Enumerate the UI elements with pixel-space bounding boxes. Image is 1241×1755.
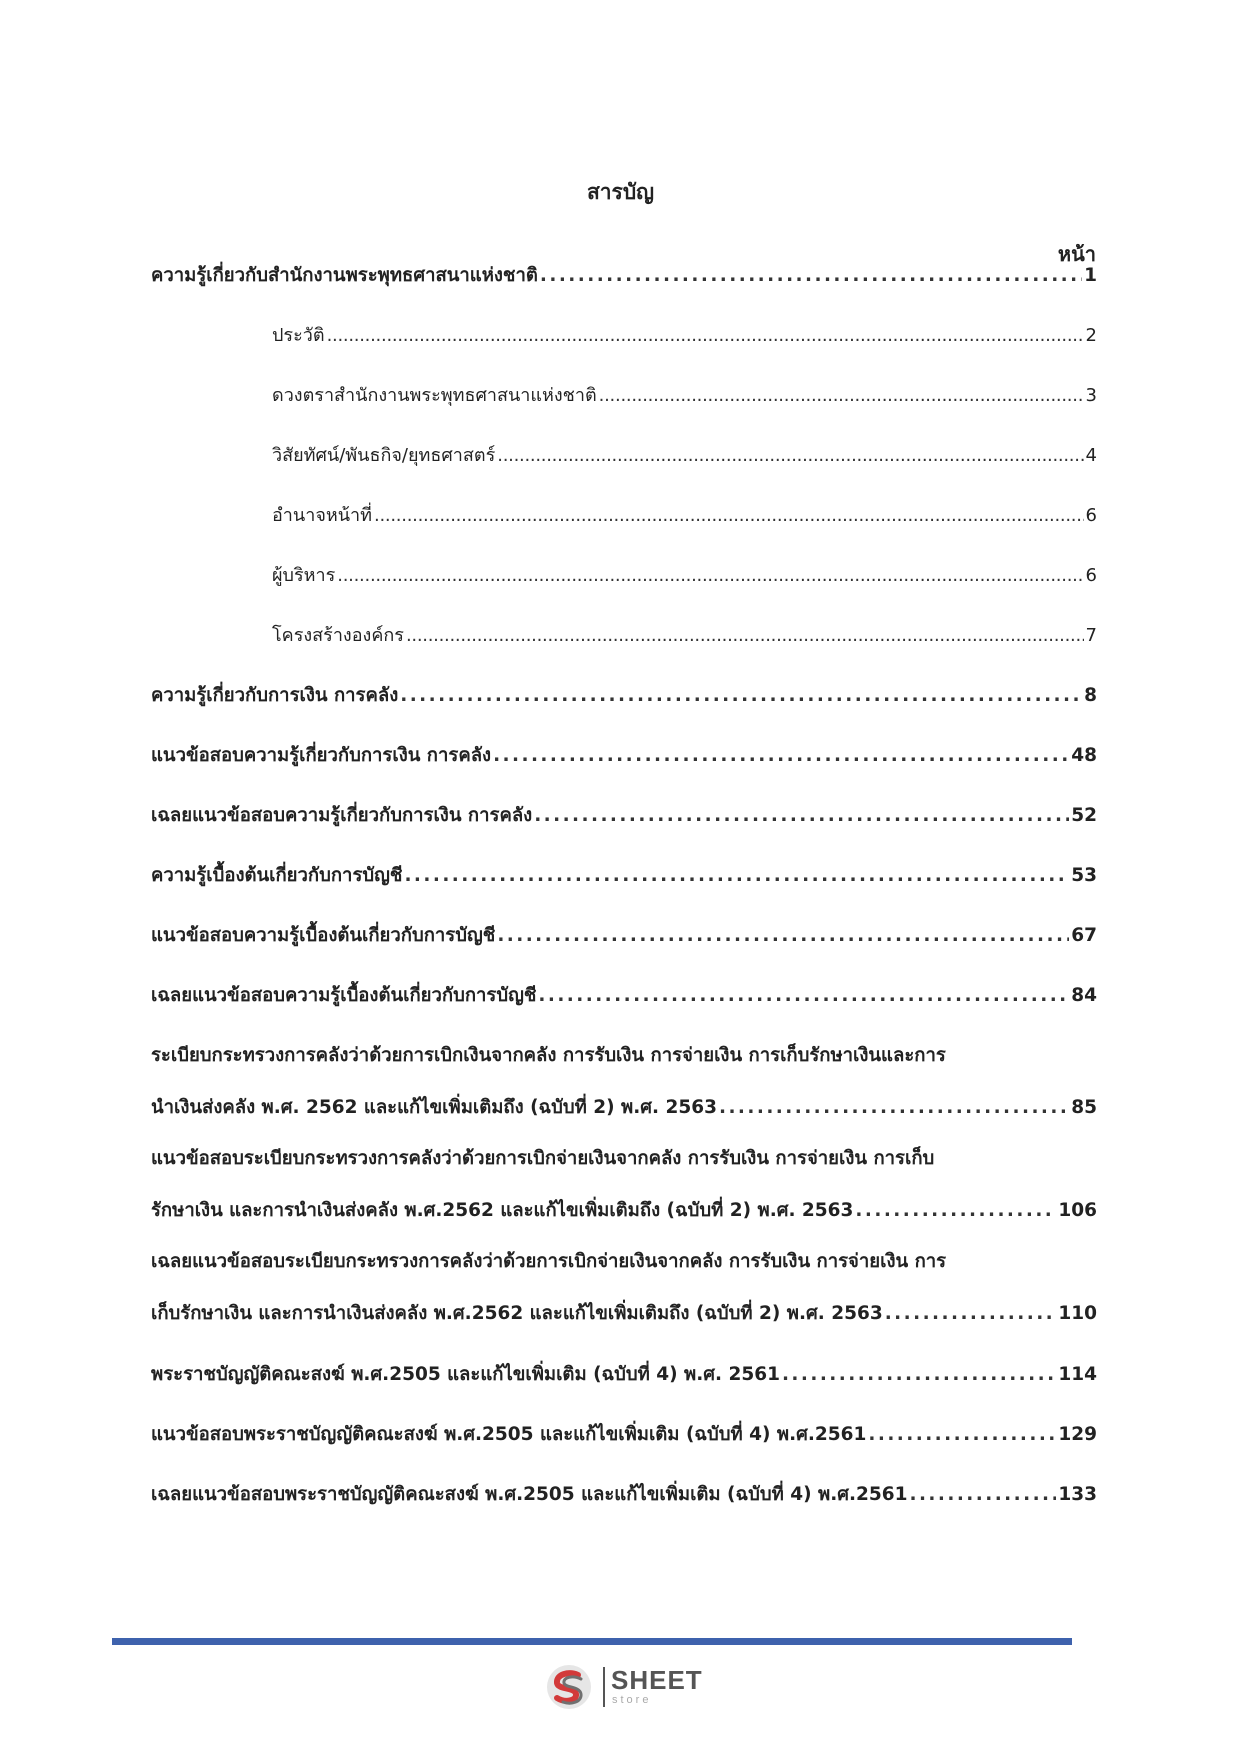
toc-entry[interactable] (151, 794, 1097, 837)
toc-subentry[interactable] (272, 434, 1097, 477)
leader-dots (327, 314, 1084, 357)
toc-entry-page: 2 (1085, 325, 1097, 346)
leader-dots (497, 914, 1069, 957)
leader-dots (719, 1086, 1069, 1129)
toc-entry[interactable] (151, 854, 1097, 897)
toc-entry-page: 8 (1084, 685, 1097, 706)
leader-dots (374, 494, 1084, 537)
toc-entry-title: ความรู้เบื้องต้นเกี่ยวกับการบัญชี (151, 865, 403, 886)
leader-dots (538, 974, 1069, 1017)
toc-entry[interactable] (151, 674, 1097, 717)
leader-dots (782, 1353, 1056, 1396)
sheet-store-logo (545, 1663, 715, 1711)
toc-entry-title: ผู้บริหาร (272, 565, 336, 586)
leader-dots (400, 674, 1082, 717)
toc-entry-page: 3 (1085, 385, 1097, 406)
leader-dots (404, 854, 1069, 897)
toc-entry-title-line2: รักษาเงิน และการนำเงินส่งคลัง พ.ศ.2562 และแก้ไขเพิ่มเติมถึง (ฉบับที่ 2) พ.ศ. 2563 (151, 1200, 854, 1221)
toc-entry-page: 129 (1058, 1424, 1097, 1445)
toc-entry-page: 4 (1085, 445, 1097, 466)
toc-entry[interactable] (151, 254, 1097, 297)
toc-entry-title: พระราชบัญญัติคณะสงฆ์ พ.ศ.2505 และแก้ไขเพิ่มเติม (ฉบับที่ 4) พ.ศ. 2561 (151, 1364, 780, 1385)
toc-entry-page: 84 (1071, 985, 1097, 1006)
leader-dots (909, 1473, 1056, 1516)
logo-divider (603, 1667, 605, 1707)
toc-entry-title-line2: เก็บรักษาเงิน และการนำเงินส่งคลัง พ.ศ.2562 และแก้ไขเพิ่มเติมถึง (ฉบับที่ 2) พ.ศ. 2563 (151, 1303, 883, 1324)
leader-dots (337, 554, 1083, 597)
toc-entry-page: 6 (1085, 565, 1097, 586)
toc-entry-page: 85 (1071, 1097, 1097, 1118)
toc-entry-title: เฉลยแนวข้อสอบความรู้เบื้องต้นเกี่ยวกับการบัญชี (151, 985, 537, 1006)
toc-subentry[interactable] (272, 314, 1097, 357)
toc-subentry[interactable] (272, 374, 1097, 417)
toc-entry-page: 53 (1071, 865, 1097, 886)
toc-entry-title: ความรู้เกี่ยวกับสำนักงานพระพุทธศาสนาแห่งชาติ (151, 265, 538, 286)
toc-entry-title-line1: ระเบียบกระทรวงการคลังว่าด้วยการเบิกเงินจากคลัง การรับเงิน การจ่ายเงิน การเก็บรักษาเงินและการ (151, 1045, 946, 1066)
toc-entry[interactable] (151, 734, 1097, 777)
toc-entry-page: 114 (1058, 1364, 1097, 1385)
page-title: สารบัญ (586, 180, 655, 204)
toc-entry-title: เฉลยแนวข้อสอบพระราชบัญญัติคณะสงฆ์ พ.ศ.2505 และแก้ไขเพิ่มเติม (ฉบับที่ 4) พ.ศ.2561 (151, 1484, 908, 1505)
toc-entry-page: 48 (1071, 745, 1097, 766)
toc-entry-page: 106 (1058, 1200, 1097, 1221)
toc-entry-page: 52 (1071, 805, 1097, 826)
toc-entry-title: วิสัยทัศน์/พันธกิจ/ยุทธศาสตร์ (272, 445, 496, 466)
toc-entry-page: 133 (1058, 1484, 1097, 1505)
toc-entry-title: ความรู้เกี่ยวกับการเงิน การคลัง (151, 685, 399, 706)
toc-entry-title: เฉลยแนวข้อสอบความรู้เกี่ยวกับการเงิน การคลัง (151, 805, 533, 826)
toc-entry[interactable] (151, 1137, 1097, 1232)
toc-entry[interactable] (151, 1240, 1097, 1335)
toc-entry[interactable] (151, 914, 1097, 957)
toc-entry-title: แนวข้อสอบพระราชบัญญัติคณะสงฆ์ พ.ศ.2505 และแก้ไขเพิ่มเติม (ฉบับที่ 4) พ.ศ.2561 (151, 1424, 867, 1445)
toc-subentry[interactable] (272, 554, 1097, 597)
leader-dots (493, 734, 1069, 777)
leader-dots (855, 1189, 1056, 1232)
toc-entry-title-line1: แนวข้อสอบระเบียบกระทรวงการคลังว่าด้วยการเบิกจ่ายเงินจากคลัง การรับเงิน การจ่ายเงิน การเก็บ (151, 1148, 935, 1169)
toc-entry-title: แนวข้อสอบความรู้เกี่ยวกับการเงิน การคลัง (151, 745, 492, 766)
toc-entry[interactable] (151, 974, 1097, 1017)
toc-entry-page: 6 (1085, 505, 1097, 526)
toc-entry-title: โครงสร้างองค์กร (272, 625, 404, 646)
toc-entry-page: 7 (1085, 625, 1097, 646)
leader-dots (868, 1413, 1056, 1456)
leader-dots (497, 434, 1083, 477)
leader-dots (599, 374, 1084, 417)
toc-entry-title: อำนาจหน้าที่ (272, 505, 373, 526)
leader-dots (406, 614, 1084, 657)
toc-subentry[interactable] (272, 494, 1097, 537)
toc-entry-page: 1 (1084, 265, 1097, 286)
logo-subtext: store (612, 1694, 652, 1706)
toc-entry[interactable] (151, 1413, 1097, 1456)
toc-entry-page: 67 (1071, 925, 1097, 946)
page-column-header: หน้า (1057, 242, 1096, 266)
toc-entry-page: 110 (1058, 1303, 1097, 1324)
leader-dots (534, 794, 1069, 837)
toc-entry-title-line2: นำเงินส่งคลัง พ.ศ. 2562 และแก้ไขเพิ่มเติมถึง (ฉบับที่ 2) พ.ศ. 2563 (151, 1097, 717, 1118)
toc-entry[interactable] (151, 1034, 1097, 1129)
toc-entry-title: ดวงตราสำนักงานพระพุทธศาสนาแห่งชาติ (272, 385, 597, 406)
toc-entry[interactable] (151, 1473, 1097, 1516)
toc-subentry[interactable] (272, 614, 1097, 657)
toc-entry-title-line1: เฉลยแนวข้อสอบระเบียบกระทรวงการคลังว่าด้วยการเบิกจ่ายเงินจากคลัง การรับเงิน การจ่ายเงิน การ (151, 1251, 947, 1272)
footer-rule (112, 1638, 1072, 1645)
toc-entry[interactable] (151, 1353, 1097, 1396)
logo-wordmark: SHEET (611, 1665, 703, 1695)
leader-dots (540, 254, 1082, 297)
toc-entry-title: แนวข้อสอบความรู้เบื้องต้นเกี่ยวกับการบัญชี (151, 925, 496, 946)
toc-entry-title: ประวัติ (272, 325, 325, 346)
leader-dots (885, 1292, 1057, 1335)
sheet-store-s-logo-icon (545, 1663, 593, 1711)
